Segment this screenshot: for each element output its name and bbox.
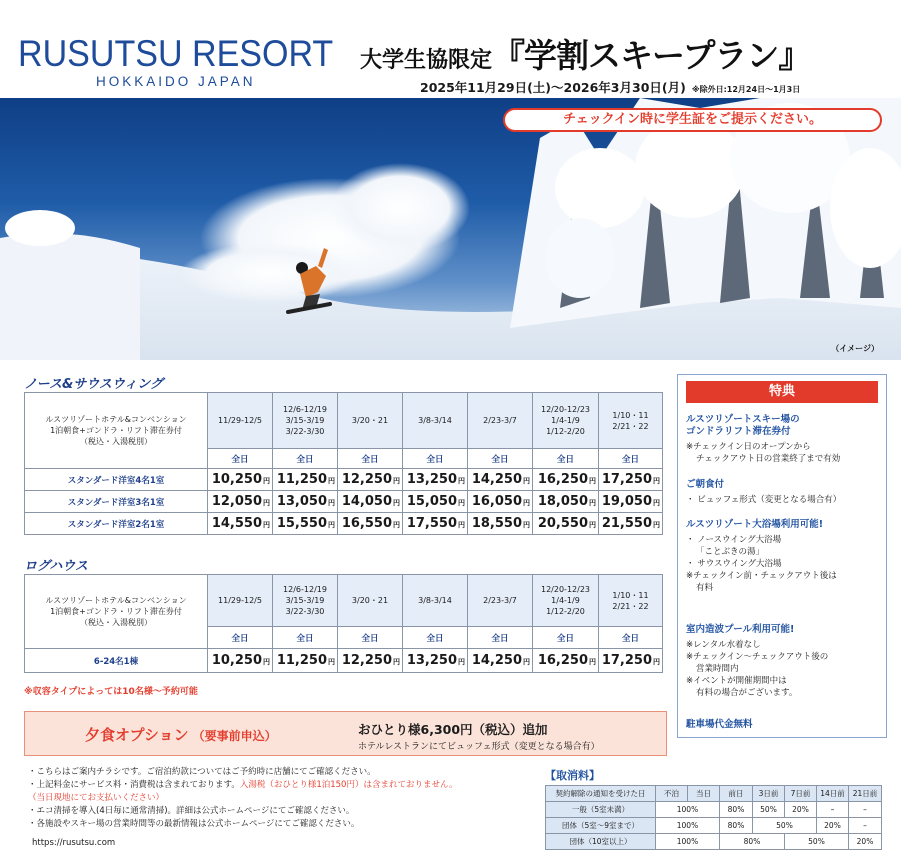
period-header: 11/29-12/5 [208,575,273,627]
column-header: 不泊 [656,786,688,802]
fee-cell: 100% [656,834,720,850]
all-days-label: 全日 [208,449,273,469]
price-cell: 13,250円 [403,469,468,491]
snowboard-scene-illustration [0,98,901,360]
dinner-option-title: 夕食オプション （要事前申込） [85,726,277,744]
period-header: 3/20・21 [338,575,403,627]
fee-cell: – [849,802,882,818]
benefits-box [677,374,887,738]
benefit-line: ・ ビュッフェ形式（変更となる場合有） [686,495,842,505]
table-row [25,469,663,491]
title-prefix: 大学生協限定 [360,48,493,73]
period-line [420,78,800,96]
price-cell: 12,050円 [208,491,273,513]
fee-cell: 50% [785,834,849,850]
price-cell: 17,250円 [599,469,663,491]
period-header: 3/20・21 [338,393,403,449]
benefit-title: ご朝食付 [686,479,725,490]
period-header: 2/23-3/7 [468,393,533,449]
benefit-line: 有料 [696,583,714,593]
price-cell: 11,250円 [273,649,338,673]
price-cell: 17,550円 [403,513,468,535]
logo-main-text: RUSUTSU RESORT [18,33,334,74]
price-cell: 14,250円 [468,649,533,673]
hero-photo [0,98,901,360]
price-cell: 16,050円 [468,491,533,513]
dinner-option-box [24,711,667,756]
all-days-label: 全日 [273,449,338,469]
capacity-note: ※収容タイプによっては10名様～予約可能 [24,687,198,697]
period-header: 1/10・11 2/21・22 [599,575,663,627]
cancellation-title: 【取消料】 [545,769,600,782]
benefit-line: ※チェックイン日のオープンから [686,442,811,452]
price-cell: 21,550円 [599,513,663,535]
period-header: 3/8-3/14 [403,575,468,627]
benefit-line: 有料の場合がございます。 [696,688,798,698]
all-days-label: 全日 [533,627,599,649]
fee-cell: 80% [720,802,753,818]
log-house-title: ログハウス [24,559,88,574]
price-cell: 12,250円 [338,469,403,491]
benefits-heading: 特典 [686,381,878,403]
benefit-line: ※チェックイン前・チェックアウト後は [686,571,837,581]
plan-description-cell: ルスツリゾートホテル&コンベンション 1泊朝食+ゴンドラ・リフト滞在券付 （税込・入湯税別） [25,393,208,469]
price-cell: 10,250円 [208,469,273,491]
column-header: 前日 [720,786,753,802]
note-line: ・こちらはご案内チラシです。ご宿泊約款についてはご予約時に店舗にてご確認ください。 [28,767,376,777]
period-header: 12/6-12/19 3/15-3/19 3/22-3/30 [273,393,338,449]
price-cell: 19,050円 [599,491,663,513]
resort-logo [18,33,334,89]
all-days-label: 全日 [468,627,533,649]
table-row [25,491,663,513]
all-days-label: 全日 [533,449,599,469]
room-type: スタンダード洋室2名1室 [25,513,208,535]
price-cell: 12,250円 [338,649,403,673]
price-cell: 16,550円 [338,513,403,535]
column-header: 7日前 [785,786,817,802]
category-cell: 団体（10室以上） [546,834,656,850]
plan-title [360,30,890,77]
room-type: スタンダード洋室3名1室 [25,491,208,513]
price-cell: 16,250円 [533,649,599,673]
benefit-line: ※イベントが開催期間中は [686,676,787,686]
period-header: 3/8-3/14 [403,393,468,449]
note-line: ・上記料金にサービス料・消費税は含まれております。入湯税（おひとり様1泊150円）は含まれておりません。 [28,780,458,790]
benefit-line: 営業時間内 [696,664,739,674]
benefit-title: 室内造波プール利用可能! [686,624,795,635]
room-type: スタンダード洋室4名1室 [25,469,208,491]
note-line: ・エコ清掃を導入(4日毎に通常清掃)。詳細は公式ホームページにてご確認ください。 [28,806,355,816]
dinner-option-subtitle: （要事前申込） [192,729,277,743]
north-south-price-table [24,392,663,535]
dinner-detail: ホテルレストランにてビュッフェ形式（変更となる場合有） [358,742,600,752]
benefit-line: ・ ノースウイング大浴場 [686,535,782,545]
fee-cell: 50% [753,818,817,834]
price-cell: 10,250円 [208,649,273,673]
fee-cell: 80% [720,834,785,850]
benefit-line: ※レンタル水着なし [686,640,761,650]
price-cell: 17,250円 [599,649,663,673]
checkin-student-id-banner: チェックイン時に学生証をご提示ください。 [503,108,882,132]
price-cell: 16,250円 [533,469,599,491]
all-days-label: 全日 [599,449,663,469]
title-main: 『学割スキープラン』 [492,36,811,75]
table-row [25,649,663,673]
footnotes [28,766,538,831]
all-days-label: 全日 [338,449,403,469]
log-house-price-table [24,574,663,673]
all-days-label: 全日 [468,449,533,469]
fee-cell: 20% [785,802,817,818]
all-days-label: 全日 [599,627,663,649]
period-header: 2/23-3/7 [468,575,533,627]
table-row [546,802,882,818]
period-header: 12/20-12/23 1/4-1/9 1/12-2/20 [533,393,599,449]
benefit-title: 駐車場代金無料 [686,719,753,730]
image-caption: （イメージ） [831,344,879,353]
benefit-line: チェックアウト日の営業終了まで有効 [696,454,841,464]
date-range: 2025年11月29日(土)～2026年3月30日(月) [420,80,686,95]
cancellation-table [545,785,882,850]
fee-cell: 20% [849,834,882,850]
period-header: 1/10・11 2/21・22 [599,393,663,449]
all-days-label: 全日 [273,627,338,649]
price-cell: 14,050円 [338,491,403,513]
period-header: 12/6-12/19 3/15-3/19 3/22-3/30 [273,575,338,627]
table-row [546,786,882,802]
price-cell: 13,050円 [273,491,338,513]
category-cell: 一般（5室未満） [546,802,656,818]
price-cell: 15,050円 [403,491,468,513]
category-cell: 団体（5室～9室まで） [546,818,656,834]
fee-cell: 80% [720,818,753,834]
date-exclusion-note: ※除外日:12月24日～1月3日 [691,85,801,94]
benefit-title: ルスツリゾートスキー場の [686,414,800,425]
column-header: 3日前 [753,786,785,802]
all-days-label: 全日 [403,449,468,469]
logo-sub-text: HOKKAIDO JAPAN [96,74,256,89]
price-cell: 14,550円 [208,513,273,535]
fee-cell: – [849,818,882,834]
price-cell: 13,250円 [403,649,468,673]
price-cell: 18,050円 [533,491,599,513]
fee-cell: 50% [753,802,785,818]
period-header: 11/29-12/5 [208,393,273,449]
column-header: 21日前 [849,786,882,802]
table-row [546,834,882,850]
benefit-line: ※チェックイン～チェックアウト後の [686,652,829,662]
price-cell: 11,250円 [273,469,338,491]
website-link[interactable]: https://rusutsu.com [32,838,116,848]
period-header: 12/20-12/23 1/4-1/9 1/12-2/20 [533,575,599,627]
column-header: 14日前 [817,786,849,802]
column-header: 契約解除の通知を受けた日 [546,786,656,802]
note-line: （当日現地にてお支払いください） [28,793,165,803]
fee-cell: 20% [817,818,849,834]
price-cell: 20,550円 [533,513,599,535]
all-days-label: 全日 [338,627,403,649]
note-line: ・各施設やスキー場の営業時間等の最新情報は公式ホームページにてご確認ください。 [28,819,360,829]
room-type: 6-24名1棟 [25,649,208,673]
all-days-label: 全日 [403,627,468,649]
fee-cell: – [817,802,849,818]
dinner-price: おひとり様6,300円（税込）追加 [358,722,548,737]
north-south-wing-title: ノース&サウスウィング [24,377,163,392]
benefit-title: ゴンドラリフト滞在券付 [686,426,791,437]
benefit-line: 「ことぶきの湯」 [696,547,765,557]
column-header: 当日 [688,786,720,802]
price-cell: 15,550円 [273,513,338,535]
benefit-title: ルスツリゾート大浴場利用可能! [686,519,824,530]
price-cell: 18,550円 [468,513,533,535]
benefit-line: ・ サウスウイング大浴場 [686,559,782,569]
table-row [25,513,663,535]
fee-cell: 100% [656,818,720,834]
plan-description-cell: ルスツリゾートホテル&コンベンション 1泊朝食+ゴンドラ・リフト滞在券付 （税込・入湯税別） [25,575,208,649]
price-cell: 14,250円 [468,469,533,491]
fee-cell: 100% [656,802,720,818]
all-days-label: 全日 [208,627,273,649]
table-row [546,818,882,834]
